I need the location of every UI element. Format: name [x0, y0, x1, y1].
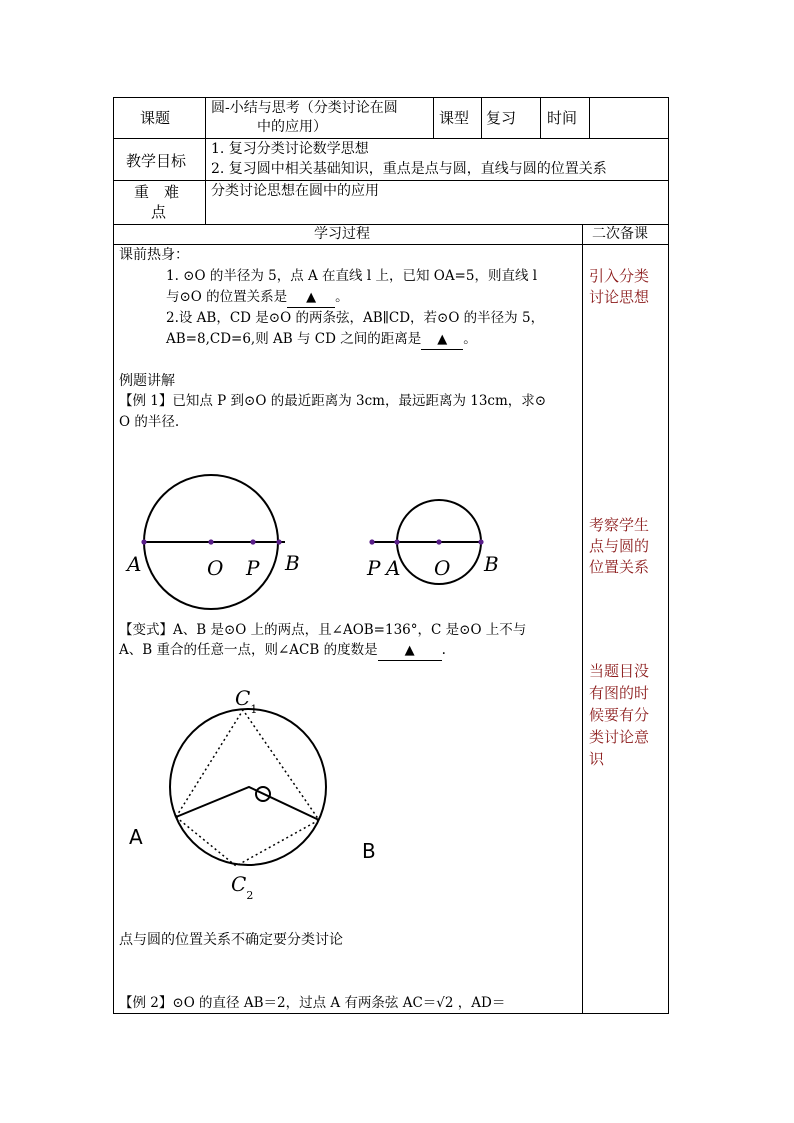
fig1-label-b: B	[285, 551, 300, 575]
variant-figure	[113, 690, 582, 900]
fig2-point-p	[369, 539, 374, 544]
col-divider-label	[205, 97, 206, 224]
warmup-q1-prefix: 与⊙O 的位置关系是	[166, 289, 288, 305]
warmup-q2-suffix: 。	[463, 331, 477, 347]
col-divider-time-value	[589, 97, 590, 138]
row-divider-4	[113, 244, 669, 245]
answer-blank-mark-1: ▲	[306, 290, 317, 305]
side-note-1	[589, 266, 649, 308]
fig3-label-c1	[235, 685, 257, 718]
example-1-line1: 【例 1】已知点 P 到⊙O 的最近距离为 3cm，最远距离为 13cm，求⊙	[119, 393, 547, 409]
fig3-label-c1-letter: C	[235, 686, 251, 710]
side-note-1-line: 讨论思想	[589, 288, 650, 306]
answer-blank-mark-2: ▲	[437, 332, 448, 347]
example-1-line2: O 的半径.	[119, 414, 180, 430]
fig1-point-a	[141, 539, 146, 544]
side-note-2	[589, 515, 649, 578]
side-note-2-line: 点与圆的	[589, 537, 650, 555]
variant-suffix: .	[441, 642, 446, 658]
fig1-point-b	[276, 539, 281, 544]
warmup-q1-line2	[166, 288, 349, 308]
goals-label: 教学目标	[126, 152, 187, 170]
warmup-q2-prefix: AB=8,CD=6,则 AB 与 CD 之间的距离是	[166, 331, 422, 347]
fig3-radii	[176, 787, 319, 820]
example-2-line: 【例 2】⊙O 的直径 AB＝2，过点 A 有两条弦 AC＝√2 ，AD＝	[119, 995, 506, 1011]
row-divider-3	[113, 224, 669, 225]
process-header-side: 二次备课	[592, 226, 648, 242]
fig1-label-o: O	[207, 556, 224, 580]
topic-label: 课题	[140, 109, 171, 127]
side-note-3-line: 识	[589, 750, 605, 768]
examples-title: 例题讲解	[119, 373, 175, 389]
fig3-label-c2	[231, 871, 253, 904]
fig2-label-o: O	[434, 556, 451, 580]
fig2-label-p: P	[367, 556, 381, 580]
col-divider-type-value	[481, 97, 482, 138]
col-divider-side	[582, 224, 583, 1014]
fig2-point-o	[436, 539, 441, 544]
variant-line1: 【变式】A、B 是⊙O 上的两点，且∠AOB=136°，C 是⊙O 上不与	[119, 622, 527, 638]
warmup-q1-line1: 1. ⊙O 的半径为 5，点 A 在直线 l 上，已知 OA=5，则直线 l	[166, 268, 538, 284]
fig1-point-o	[208, 539, 213, 544]
type-label: 课型	[439, 109, 470, 127]
variant-prefix: A、B 重合的任意一点，则∠ACB 的度数是	[119, 642, 378, 658]
fig2-point-a	[394, 539, 399, 544]
time-label: 时间	[547, 109, 578, 127]
side-note-3-line: 当题目没	[589, 662, 650, 680]
fig3-label-a: A	[129, 825, 143, 849]
answer-blank-mark-3: ▲	[404, 643, 415, 658]
variant-line2	[119, 641, 446, 661]
topic-value-line1: 圆-小结与思考（分类讨论在圆	[211, 100, 398, 116]
type-value: 复习	[486, 109, 517, 127]
side-note-3	[589, 660, 649, 770]
fig1-point-p	[250, 539, 255, 544]
side-note-3-line: 候要有分	[589, 706, 650, 724]
process-header-main: 学习过程	[314, 226, 370, 242]
fig2-point-b	[478, 539, 483, 544]
row-divider-1	[113, 138, 669, 139]
fig1-label-a: A	[127, 552, 142, 576]
fig1-label-p: P	[246, 556, 260, 580]
conclusion-text: 点与圆的位置关系不确定要分类讨论	[119, 932, 343, 948]
table-border-top	[113, 97, 669, 98]
side-note-2-line: 考察学生	[589, 516, 650, 534]
col-divider-type-label	[433, 97, 434, 138]
side-note-2-line: 位置关系	[589, 558, 650, 576]
fig3-label-c1-sub: 1	[250, 703, 258, 716]
side-note-1-line: 引入分类	[589, 267, 650, 285]
key-points-label-line1: 重 难	[134, 183, 180, 201]
warmup-title: 课前热身：	[119, 247, 189, 263]
fig3-label-c2-sub: 2	[246, 889, 254, 902]
fig3-chord-c2	[176, 817, 319, 866]
key-points-label-line2: 点	[151, 203, 167, 221]
warmup-q2-line2	[166, 330, 477, 350]
answer-blank-1	[287, 288, 335, 308]
fig3-label-b: B	[362, 839, 376, 863]
table-border-bottom	[113, 1013, 669, 1014]
fig2-label-a: A	[386, 556, 401, 580]
side-note-3-line: 有图的时	[589, 684, 650, 702]
table-border-right	[668, 97, 669, 1014]
row-divider-2	[113, 180, 669, 181]
goal-item-1: 1. 复习分类讨论数学思想	[211, 141, 369, 157]
example-1-figures	[113, 450, 582, 640]
warmup-q1-suffix: 。	[335, 289, 349, 305]
fig2-label-b: B	[484, 552, 499, 576]
goal-item-2: 2. 复习圆中相关基础知识，重点是点与圆，直线与圆的位置关系	[211, 161, 607, 177]
side-note-3-line: 类讨论意	[589, 728, 650, 746]
key-points-value: 分类讨论思想在圆中的应用	[211, 183, 379, 199]
fig3-label-c2-letter: C	[231, 872, 247, 896]
col-divider-time-label	[540, 97, 541, 138]
answer-blank-3	[378, 641, 442, 661]
answer-blank-2	[421, 330, 463, 350]
topic-value-line2: 中的应用）	[257, 119, 327, 135]
warmup-q2-line1: 2.设 AB，CD 是⊙O 的两条弦，AB∥CD，若⊙O 的半径为 5，	[166, 310, 545, 326]
